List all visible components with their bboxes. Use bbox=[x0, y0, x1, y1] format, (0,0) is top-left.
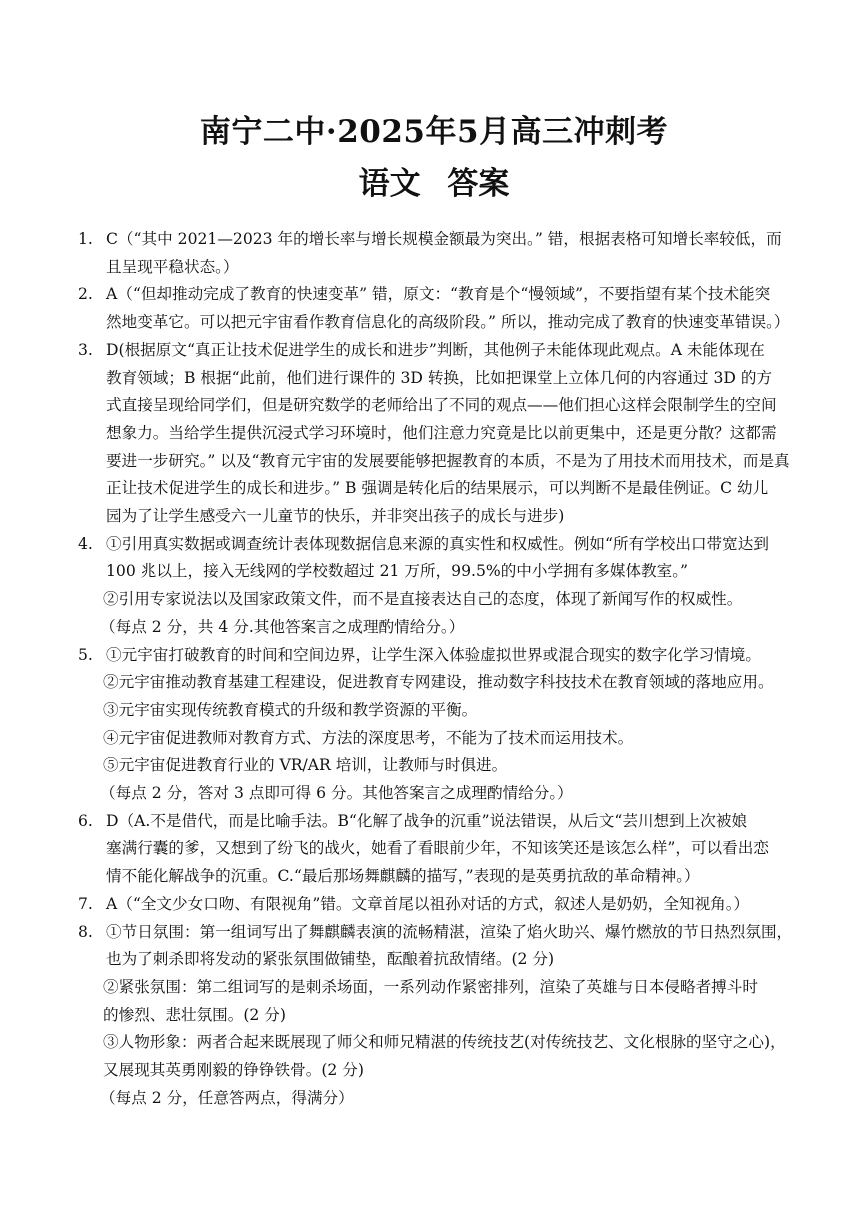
page-title: 南宁二中·2025年5月高三冲刺考 bbox=[199, 114, 669, 150]
answer-subpoint-line: ③元宇宙实现传统教育模式的升级和教学资源的平衡。 bbox=[103, 700, 478, 719]
answer-text-line: 园为了让学生感受六一儿童节的快乐，并非突出孩子的成长与进步) bbox=[106, 507, 565, 526]
answer-number: 3. bbox=[78, 340, 93, 359]
answer-subpoint-line: ②引用专家说法以及国家政策文件，而不是直接表达自己的态度，体现了新闻写作的权威性。 bbox=[103, 590, 743, 609]
answer-text-line: C（“其中 2021—2023 年的增长率与增长规模金额最为突出。” 错，根据表格可知增长率较低，而 bbox=[106, 230, 782, 248]
answer-number: 5. bbox=[78, 645, 93, 664]
answer-subpoint-line: ⑤元宇宙促进教育行业的 VR/AR 培训，让教师与时俱进。 bbox=[103, 756, 508, 775]
answer-number: 7. bbox=[78, 894, 93, 913]
answer-text-line: A（“但却推动完成了教育的快速变革” 错，原文：“教育是个“慢领域”，不要指望有某个技术能突 bbox=[106, 285, 771, 304]
answer-item bbox=[78, 919, 798, 1113]
answer-item bbox=[78, 281, 798, 336]
answer-text-line: 100 兆以上，接入无线网的学校数超过 21 万所，99.5%的中小学拥有多媒体教室。” bbox=[106, 562, 688, 581]
answer-subpoint-line: ②元宇宙推动教育基建工程建设，促进教育专网建设，推动数字科技技术在教育领域的落地应用。 bbox=[103, 673, 774, 692]
answer-subpoint-line: ④元宇宙促进教师对教育方式、方法的深度思考，不能为了技术而运用技术。 bbox=[103, 728, 634, 747]
answer-subpoint-line: ③人物形象：两者合起来既展现了师父和师兄精湛的传统技艺(对传统技艺、文化根脉的坚守之心)， bbox=[103, 1033, 786, 1052]
answer-number: 4. bbox=[78, 534, 93, 553]
answer-item bbox=[78, 226, 798, 281]
scoring-note: （每点 2 分，共 4 分.其他答案言之成理酌情给分。） bbox=[100, 617, 465, 636]
answer-number: 8. bbox=[78, 922, 93, 941]
answer-subpoint-line: 的惨烈、悲壮氛围。(2 分) bbox=[103, 1005, 286, 1024]
answer-item bbox=[78, 337, 798, 531]
answer-item bbox=[78, 642, 798, 808]
answer-item bbox=[78, 891, 798, 919]
scoring-note: （每点 2 分，答对 3 点即可得 6 分。其他答案言之成理酌情给分。） bbox=[100, 784, 573, 803]
answer-item bbox=[78, 808, 798, 891]
answer-text-line: ①引用真实数据或调查统计表体现数据信息来源的真实性和权威性。例如“所有学校出口带宽达到 bbox=[106, 534, 769, 553]
answer-text-line: D(根据原文“真正让技术促进学生的成长和进步”判断，其他例子未能体现此观点。A 未能体现在 bbox=[106, 340, 765, 359]
answer-number: 1. bbox=[78, 230, 93, 248]
answer-item bbox=[78, 531, 798, 642]
answer-text-line: 也为了刺杀即将发动的紧张氛围做铺垫，酝酿着抗敌情绪。(2 分) bbox=[106, 950, 555, 969]
answer-number: 6. bbox=[78, 811, 93, 830]
answer-text-line: A（“全文少女口吻、有限视角”错。文章首尾以祖孙对话的方式，叙述人是奶奶，全知视角。） bbox=[106, 894, 750, 913]
answer-text-line: 然地变革它。可以把元宇宙看作教育信息化的高级阶段。” 所以，推动完成了教育的快速变革错误。） bbox=[106, 313, 790, 332]
answer-subpoint-line: 又展现其英勇刚毅的铮铮铁骨。(2 分) bbox=[103, 1061, 364, 1080]
answer-text-line: 要进一步研究。” 以及“教育元宇宙的发展要能够把握教育的本质，不是为了用技术而用技术，而是真 bbox=[106, 451, 790, 470]
scoring-note: （每点 2 分，任意答两点，得满分） bbox=[100, 1088, 354, 1107]
answer-text-line: ①元宇宙打破教育的时间和空间边界，让学生深入体验虚拟世界或混合现实的数字化学习情境。 bbox=[106, 645, 761, 664]
page-subtitle: 语文 答案 bbox=[358, 166, 510, 202]
answer-subpoint-line: ②紧张氛围：第二组词写的是刺杀场面，一系列动作紧密排列，渲染了英雄与日本侵略者搏斗时 bbox=[103, 977, 758, 996]
answer-text-line: 式直接呈现给同学们，但是研究数学的老师给出了不同的观点——他们担心这样会限制学生的空间 bbox=[106, 396, 777, 415]
answer-list bbox=[78, 226, 798, 1113]
answer-text-line: 且呈现平稳状态。） bbox=[106, 257, 239, 276]
answer-text-line: ①节日氛围：第一组词写出了舞麒麟表演的流畅精湛，渲染了焰火助兴、爆竹燃放的节日热烈氛围， bbox=[106, 922, 793, 941]
answer-text-line: 教育领域；B 根据“此前，他们进行课件的 3D 转换，比如把课堂上立体几何的内容通过 3D 的方 bbox=[106, 368, 773, 387]
answer-text-line: D（A.不是借代，而是比喻手法。B“化解了战争的沉重”说法错误，从后文“芸川想到上次被娘 bbox=[106, 811, 748, 830]
answer-number: 2. bbox=[78, 285, 93, 304]
answer-text-line: 塞满行囊的爹，又想到了纷飞的战火，她看了看眼前少年，不知该笑还是该怎么样”，可以看出恋 bbox=[106, 839, 769, 858]
answer-text-line: 想象力。当给学生提供沉浸式学习环境时，他们注意力究竟是比以前更集中，还是更分散？这都需 bbox=[106, 423, 777, 442]
answer-text-line: 正让技术促进学生的成长和进步。” B 强调是转化后的结果展示，可以判断不是最佳例证。C 幼儿 bbox=[106, 479, 769, 498]
answer-text-line: 情不能化解战争的沉重。C.“最后那场舞麒麟的描写，”表现的是英勇抗敌的革命精神。） bbox=[106, 867, 700, 886]
